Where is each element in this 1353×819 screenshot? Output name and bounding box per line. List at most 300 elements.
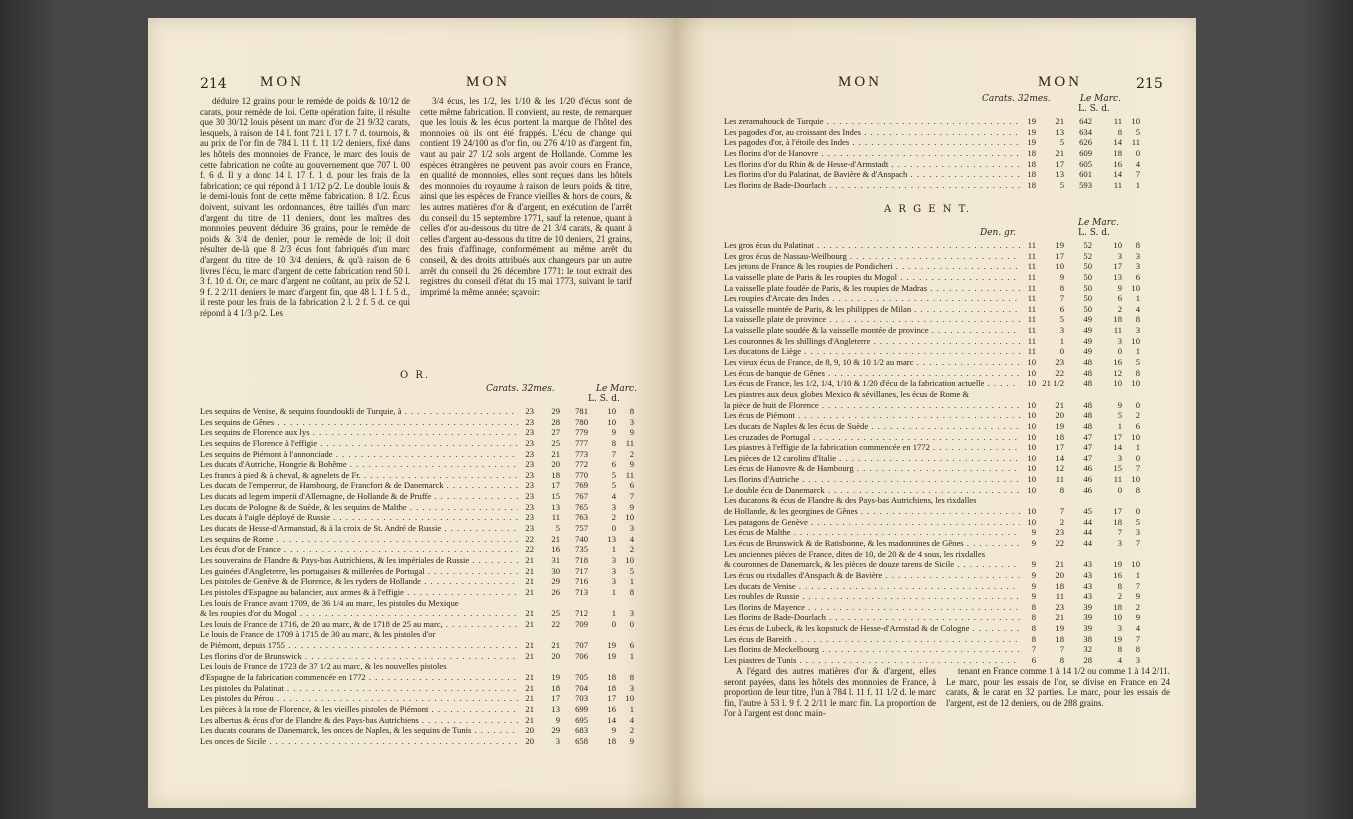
cell-d: 11	[1113, 474, 1122, 485]
cell-c: 712	[575, 608, 588, 619]
cell-c: 43	[1083, 591, 1092, 602]
row-label: & les roupies d'or du Mogol . . .	[200, 608, 518, 619]
table-row	[200, 598, 640, 609]
row-label: d'Espagne de la fabrication commencée en 1772 . . .	[200, 672, 518, 683]
cell-c: 49	[1083, 335, 1092, 346]
cell-c: 642	[1079, 116, 1092, 126]
cell-b: 12	[1055, 463, 1064, 474]
cell-c: 772	[575, 459, 588, 470]
table-row	[200, 736, 640, 747]
paragraph: 3/4 écus, les 1/2, les 1/10 & les 1/20 d'écus sont de cette même fabrication. Il convient, au reste, de remarquer que les louis & les écus portent la marque de l'hôtel des monnoies où ils ont été frappés. L'écu de change qui contient 19 24/100 as d'or fin, ou 276 4/10 as d'argent fin, vaut au pair 27 1/2 sols argent de Hollande. Comme les espèces étrangères ne peuvent pas avoir cours en France, en qualité de monnoies, elles sont reçues dans les hôtels des monnoies du royaume à raison de leurs poids & titre, ainsi que les espèces de France vieilles & hors de cours, & les autres matières d'or & d'argent, en exécution de l'arrêt du conseil du 15 septembre 1771, sauf la retenue, quant à celles d'or au-dessous du titre de 21 3/4 carats, & quant à celles d'argent au-dessous du titre de 10 deniers, 21 grains, des frais d'affinage, conformément au même arrêt du conseil, & des droits attribués aux changeurs par un autre arrêt du conseil du 26 décembre 1771: le tout extrait des registres du conseil d'état du 15 mai 1773, suivant le tarif imprimé la même année; sçavoir:	[420, 96, 632, 297]
row-label: Les ducats courans de Danemarck, les onces de Naples, & les sequins de Tunis . . .	[200, 725, 518, 736]
cell-a: 10	[1027, 474, 1036, 485]
cell-d: 3	[611, 554, 616, 565]
cell-b: 17	[551, 693, 560, 704]
cell-e: 1	[1135, 346, 1140, 357]
cell-b: 22	[1055, 367, 1064, 378]
cell-a: 23	[525, 437, 534, 448]
cell-a: 11	[1027, 261, 1036, 272]
cell-a: 7	[1031, 644, 1036, 655]
table-row	[724, 346, 1172, 357]
cell-a: 19	[1027, 126, 1036, 137]
cell-b: 28	[551, 416, 560, 427]
cell-a: 10	[1027, 516, 1036, 527]
cell-d: 2	[1117, 591, 1122, 602]
cell-d: 5	[611, 469, 616, 480]
cell-c: 47	[1083, 442, 1092, 453]
row-label: Les ducats de l'empereur, de Hambourg, de Francfort & de Danemarck . . .	[200, 480, 518, 491]
cell-c: 634	[1079, 126, 1092, 137]
cell-d: 15	[1113, 463, 1122, 474]
cell-d: 18	[607, 682, 616, 693]
paragraph: A l'égard des autres matières d'or & d'argent, elles seront payées, dans les hôtels des monnoies de France, à proportion de leur titre, l'un à 784 l. 11 f. 11 1/2 d. le marc fin, l'autre à 53 l. 9 f. 2 2/11 le marc fin. La proportion de l'or à l'argent est donc main-	[724, 666, 936, 719]
row-label: Les écus de Piémont . . .	[724, 410, 1020, 421]
cell-d: 18	[1113, 601, 1122, 612]
row-label: Les louis de France de 1723 de 37 1/2 au marc, & les nouvelles pistoles	[200, 661, 447, 672]
cell-e: 0	[1135, 506, 1140, 517]
cell-a: 11	[1027, 335, 1036, 346]
cell-e: 6	[1135, 271, 1140, 282]
cell-b: 21	[551, 640, 560, 651]
cell-d: 9	[1117, 399, 1122, 410]
cell-d: 0	[1117, 346, 1122, 357]
row-label: Les florins d'or du Rhin & de Hesse-d'Armstadt . . .	[724, 159, 1020, 170]
row-label: Les gros écus du Palatinat . . .	[724, 240, 1020, 251]
row-label: Les pièces à la rose de Florence, & les vieilles pistoles de Piémont . . .	[200, 704, 518, 715]
cell-c: 718	[575, 554, 588, 565]
row-label: Les roupies d'Arcate des Indes . . .	[724, 293, 1020, 304]
cell-c: 769	[575, 480, 588, 491]
row-label: Les écus de Bareith . . .	[724, 634, 1020, 645]
row-label: & couronnes de Danemarck, & les pièces de douze tarens de Sicile . . .	[724, 559, 1020, 570]
table-row	[724, 506, 1172, 517]
column-header-marc: Le Marc.	[1080, 94, 1121, 104]
cell-a: 10	[1027, 420, 1036, 431]
cell-c: 39	[1083, 612, 1092, 623]
cell-c: 705	[575, 672, 588, 683]
row-label: Les zeramahouck de Turquie . . .	[724, 116, 1020, 127]
cell-e: 4	[1135, 158, 1140, 169]
cell-e: 11	[625, 437, 634, 448]
cell-a: 21	[525, 693, 534, 704]
row-label: Les ducats d'Autriche, Hongrie & Bohême . . .	[200, 459, 518, 470]
paragraph: tenant en France comme 1 à 14 1/2 ou comme 1 à 14 2/11. Le marc, pour les essais de l'or, se divise en France en 24 carats, & le carat en 32 parties. Le marc, pour les essais de l'argent, est de 12 deniers, ou de 288 grains.	[946, 666, 1170, 708]
table-row	[724, 272, 1172, 283]
row-label: La vaisselle plate soudée & la vaisselle montée de province . . .	[724, 325, 1020, 336]
cell-a: 21	[525, 576, 534, 587]
table-row	[200, 449, 640, 460]
row-label: de Hollande, & les georgines de Gênes . . .	[724, 506, 1020, 517]
table-row	[200, 512, 640, 523]
cell-c: 777	[575, 437, 588, 448]
cell-e: 7	[629, 491, 634, 502]
cell-c: 683	[575, 725, 588, 736]
table-row	[724, 463, 1172, 474]
cell-c: 699	[575, 703, 588, 714]
cell-c: 46	[1083, 484, 1092, 495]
row-label: Les louis de France avant 1709, de 36 1/4 au marc, les pistoles du Mexique	[200, 597, 459, 608]
cell-e: 2	[629, 448, 634, 459]
row-label: Les ducats de Pologne & de Suède, & les sequins de Malthe . . .	[200, 502, 518, 513]
table-row	[724, 159, 1172, 170]
table-row	[200, 417, 640, 428]
cell-b: 16	[551, 544, 560, 555]
cell-b: 7	[1059, 293, 1064, 304]
cell-a: 21	[525, 682, 534, 693]
table-row	[724, 495, 1172, 506]
table-row	[724, 180, 1172, 191]
cell-a: 23	[525, 491, 534, 502]
row-label: Les ducats de Naples & les écus de Suède . . .	[724, 421, 1020, 432]
cell-b: 17	[551, 480, 560, 491]
row-label: Les sequins de Florence aux lys . . .	[200, 427, 518, 438]
cell-c: 695	[575, 714, 588, 725]
cell-a: 11	[1027, 303, 1036, 314]
cell-d: 8	[611, 437, 616, 448]
row-label: Les jetons de France & les roupies de Pondicheri . . .	[724, 261, 1020, 272]
cell-b: 8	[1059, 654, 1064, 665]
cell-d: 8	[1117, 644, 1122, 655]
cell-e: 4	[1135, 623, 1140, 634]
row-label: Les ducatons de Liège . . .	[724, 346, 1020, 357]
table-row	[724, 127, 1172, 138]
running-head: MON	[260, 74, 305, 90]
table-row	[724, 378, 1172, 389]
cell-a: 9	[1031, 580, 1036, 591]
cell-a: 10	[1027, 463, 1036, 474]
cell-b: 31	[551, 554, 560, 565]
cell-d: 19	[1113, 633, 1122, 644]
cell-a: 11	[1027, 293, 1036, 304]
cell-d: 17	[1113, 261, 1122, 272]
cell-d: 18	[607, 672, 616, 683]
row-label: Les ducats à l'aigle déployé de Russie . . .	[200, 512, 518, 523]
table-row	[200, 608, 640, 619]
cell-c: 713	[575, 586, 588, 597]
cell-e: 5	[1135, 126, 1140, 137]
row-label: Le louis de France de 1709 à 1715 de 30 au marc, & les pistoles d'or	[200, 629, 436, 640]
cell-c: 709	[575, 618, 588, 629]
cell-d: 5	[1117, 410, 1122, 421]
row-label: Les écus de Lubeck, & les kopstuck de Hesse-d'Armstad & de Cologne . . .	[724, 623, 1020, 634]
table-row	[724, 559, 1172, 570]
cell-b: 22	[551, 618, 560, 629]
cell-e: 3	[1135, 250, 1140, 261]
table-row	[724, 581, 1172, 592]
table-row	[200, 672, 640, 683]
row-label: La vaisselle plate foudée de Paris, & les roupies de Madras . . .	[724, 283, 1020, 294]
table-row	[724, 517, 1172, 528]
cell-a: 11	[1027, 346, 1036, 357]
cell-e: 1	[1135, 442, 1140, 453]
cell-b: 21	[1055, 147, 1064, 158]
cell-b: 18	[1055, 431, 1064, 442]
cell-e: 10	[1131, 116, 1140, 126]
running-head: MON	[838, 74, 883, 90]
row-label: Les francs à pied & à cheval, & agnelets de Fr. . . .	[200, 470, 518, 481]
cell-c: 46	[1083, 463, 1092, 474]
cell-e: 2	[1135, 410, 1140, 421]
cell-b: 9	[1059, 271, 1064, 282]
cell-b: 5	[1059, 179, 1064, 190]
table-row	[724, 474, 1172, 485]
table-row	[200, 715, 640, 726]
cell-e: 10	[1131, 559, 1140, 570]
section-title-argent: A R G E N T.	[884, 204, 972, 215]
cell-e: 3	[1135, 325, 1140, 336]
cell-b: 22	[1055, 537, 1064, 548]
cell-c: 658	[575, 735, 588, 746]
cell-b: 11	[1055, 591, 1064, 602]
table-row	[724, 400, 1172, 411]
table-row	[724, 357, 1172, 368]
table-row	[200, 576, 640, 587]
table-row	[200, 406, 640, 417]
cell-d: 17	[1113, 431, 1122, 442]
cell-a: 8	[1031, 623, 1036, 634]
paragraph: déduire 12 grains pour le remède de poids & 10/12 de carats, pour remède de loi. Cette opération faite, il résulte que 30 30/12 louis pèsent un marc d'or de 21 9/32 carats, lesquels, à raison de 14 l. font 721 l. 17 f. 7 d. tournois, & au prix de l'or fin de 784 l. 11 f. 11 1/2 deniers, fixé dans les hôtels des monnoies de France, le marc des louis de cette fabrication ne coûte au gouvernement que 707 l. 00 f. 6 d. Il y a donc 14 l. 17 f. 1 d. pour les frais de la fabrication; ce qui répond à 1 1/12 p/2. Le double louis & le demi-louis font de cette même fabrication. 8 1/2. Écus doivent, suivant les ordonnances, être taillés d'un marc d'argent du titre de 11 deniers, dont les maîtres des monnoies peuvent déduire 36 grains, pour le remède de poids & 3/4 de denier, pour le remède de loi; il doit résulter de-là que 8 2/3 écus font fabriqués d'un marc d'argent du titre de 10 3/4 deniers, & qu'à raison de 6 livres l'écu, le marc d'argent de cette fabrication rend 50 l. 3 f. 10 d. Or, ce marc d'argent ne coûtant, au prix de 52 l. 9 f. 2 2/11 deniers le marc d'argent fin, que 48 l. 1 f. 5 d., il reste pour les frais de la fabrication 2 l. 2 f. 5 d. ce qui répond à 4 1/3 p/2. Les	[200, 96, 410, 318]
cell-c: 38	[1083, 633, 1092, 644]
cell-a: 23	[525, 523, 534, 534]
cell-e: 1	[1135, 179, 1140, 190]
table-row	[724, 293, 1172, 304]
cell-b: 11	[551, 512, 560, 523]
cell-b: 5	[1059, 314, 1064, 325]
table-row	[200, 470, 640, 481]
table-row	[724, 240, 1172, 251]
cell-b: 21	[1055, 399, 1064, 410]
cell-c: 593	[1079, 179, 1092, 190]
cell-c: 47	[1083, 431, 1092, 442]
table-row	[724, 336, 1172, 347]
cell-d: 2	[1117, 303, 1122, 314]
row-label: Les ducats de Hesse-d'Armanstad, & à la croix de St. André de Russie . . .	[200, 523, 518, 534]
cell-b: 20	[551, 459, 560, 470]
cell-a: 8	[1031, 633, 1036, 644]
row-label: Les écus ou rixdalles d'Anspach & de Bavière . . .	[724, 570, 1020, 581]
cell-d: 3	[1117, 537, 1122, 548]
row-label: Les ducats ad legem imperii d'Allemagne, de Hollande & de Pruffe . . .	[200, 491, 518, 502]
row-label: Les florins d'Autriche . . .	[724, 474, 1020, 485]
cell-e: 8	[1135, 644, 1140, 655]
table-row	[724, 137, 1172, 148]
table-row	[200, 619, 640, 630]
cell-d: 10	[1113, 378, 1122, 389]
table-row	[200, 459, 640, 470]
cell-b: 6	[1059, 303, 1064, 314]
cell-e: 8	[1135, 484, 1140, 495]
row-label: Les onces de Sicile . . .	[200, 736, 518, 747]
row-label: Les couronnes & les shillings d'Angleterre . . .	[724, 336, 1020, 347]
cell-c: 763	[575, 512, 588, 523]
table-row	[724, 602, 1172, 613]
cell-c: 765	[575, 501, 588, 512]
cell-c: 43	[1083, 569, 1092, 580]
cell-b: 19	[1055, 240, 1064, 250]
cell-e: 8	[629, 672, 634, 683]
table-row	[724, 442, 1172, 453]
cell-d: 4	[1117, 654, 1122, 665]
cell-b: 21	[1055, 116, 1064, 126]
cell-a: 10	[1027, 410, 1036, 421]
cell-d: 8	[1117, 580, 1122, 591]
cell-a: 20	[525, 725, 534, 736]
page-number: 215	[1136, 76, 1163, 92]
cell-a: 10	[1027, 399, 1036, 410]
cell-c: 601	[1079, 169, 1092, 180]
cell-a: 9	[1031, 537, 1036, 548]
cell-d: 3	[1117, 335, 1122, 346]
table-row	[724, 549, 1172, 560]
row-label: Les albertus & écus d'or de Flandre & des Pays-bas Autrichiens . . .	[200, 715, 518, 726]
cell-c: 32	[1083, 644, 1092, 655]
cell-d: 9	[611, 427, 616, 438]
cell-e: 9	[629, 427, 634, 438]
row-label: Les florins de Mayence . . .	[724, 602, 1020, 613]
cell-e: 4	[629, 714, 634, 725]
cell-c: 50	[1083, 303, 1092, 314]
cell-d: 9	[1117, 282, 1122, 293]
cell-c: 773	[575, 448, 588, 459]
cell-e: 7	[1135, 537, 1140, 548]
cell-d: 3	[611, 565, 616, 576]
cell-b: 20	[1055, 410, 1064, 421]
cell-d: 13	[607, 533, 616, 544]
cell-b: 1	[1059, 335, 1064, 346]
cell-c: 47	[1083, 452, 1092, 463]
cell-e: 3	[629, 682, 634, 693]
cell-e: 10	[1131, 474, 1140, 485]
column-header-marc: Le Marc.	[596, 384, 637, 394]
cell-e: 0	[1135, 452, 1140, 463]
cell-e: 2	[629, 544, 634, 555]
cell-e: 10	[625, 554, 634, 565]
cell-a: 10	[1027, 452, 1036, 463]
cell-b: 29	[551, 406, 560, 416]
table-row	[724, 389, 1172, 400]
row-label: la pièce de huit de Florence . . .	[724, 400, 1020, 411]
row-label: Les souverains de Flandre & Pays-bas Autrichiens, & les impériales de Russie . . .	[200, 555, 518, 566]
cell-b: 29	[551, 576, 560, 587]
cell-a: 21	[525, 714, 534, 725]
cell-c: 39	[1083, 601, 1092, 612]
cell-a: 21	[525, 640, 534, 651]
row-label: Les piastres à l'effigie de la fabrication commencée en 1772 . . .	[724, 442, 1020, 453]
cell-c: 48	[1083, 357, 1092, 368]
cell-c: 626	[1079, 137, 1092, 148]
column-header-marc: Le Marc.	[1078, 218, 1119, 228]
row-label: Les guinées d'Angleterre, les portugaises & millerées de Portugal . . .	[200, 566, 518, 577]
table-row	[724, 421, 1172, 432]
cell-a: 9	[1031, 559, 1036, 570]
table-row	[724, 410, 1172, 421]
cell-d: 1	[1117, 420, 1122, 431]
cell-d: 18	[1113, 516, 1122, 527]
row-label: Les pièces de 12 carolins d'Italie . . .	[724, 453, 1020, 464]
cell-e: 1	[1135, 293, 1140, 304]
cell-e: 7	[1135, 169, 1140, 180]
cell-a: 10	[1027, 378, 1036, 389]
cell-d: 3	[611, 576, 616, 587]
cell-e: 1	[629, 650, 634, 661]
cell-e: 9	[629, 735, 634, 746]
row-label: La vaisselle montée de Paris, & les philippes de Milan . . .	[724, 304, 1020, 315]
left-page	[148, 18, 676, 808]
cell-a: 21	[525, 650, 534, 661]
row-label: Les ducatons & écus de Flandre & des Pays-bas Autrichiens, les rixdalles	[724, 495, 977, 506]
cell-e: 3	[1135, 654, 1140, 665]
cell-c: 48	[1083, 420, 1092, 431]
cell-d: 19	[607, 650, 616, 661]
row-label: Les gros écus de Nassau-Weilbourg . . .	[724, 251, 1020, 262]
or-table	[200, 406, 640, 747]
column-header-den: Den. gr.	[980, 228, 1016, 238]
cell-b: 21 1/2	[1042, 378, 1064, 389]
cell-a: 21	[525, 703, 534, 714]
cell-b: 19	[1055, 420, 1064, 431]
cell-d: 13	[1113, 271, 1122, 282]
cell-c: 779	[575, 427, 588, 438]
cell-d: 1	[611, 608, 616, 619]
cell-e: 7	[1135, 580, 1140, 591]
table-row	[200, 480, 640, 491]
cell-b: 18	[551, 469, 560, 480]
cell-e: 1	[1135, 569, 1140, 580]
cell-c: 717	[575, 565, 588, 576]
cell-b: 21	[1055, 559, 1064, 570]
cell-c: 45	[1083, 506, 1092, 517]
cell-a: 11	[1027, 325, 1036, 336]
cell-b: 19	[1055, 623, 1064, 634]
cell-d: 17	[1113, 506, 1122, 517]
cell-a: 23	[525, 427, 534, 438]
table-row	[724, 644, 1172, 655]
table-row	[724, 148, 1172, 159]
cell-e: 5	[1135, 357, 1140, 368]
table-row	[724, 634, 1172, 645]
cell-c: 44	[1083, 516, 1092, 527]
cell-b: 23	[1055, 601, 1064, 612]
table-row	[724, 570, 1172, 581]
cell-c: 43	[1083, 559, 1092, 570]
cell-c: 50	[1083, 293, 1092, 304]
row-label: Les louis de France de 1716, de 20 au marc, & de 1718 de 25 au marc, . . .	[200, 619, 518, 630]
table-row	[724, 432, 1172, 443]
cell-d: 18	[1113, 314, 1122, 325]
table-row	[200, 534, 640, 545]
cell-b: 18	[1055, 633, 1064, 644]
cell-e: 10	[1131, 335, 1140, 346]
cell-d: 6	[611, 459, 616, 470]
cell-a: 10	[1027, 506, 1036, 517]
text-column-2	[420, 96, 632, 358]
cell-b: 8	[1059, 282, 1064, 293]
cell-e: 8	[629, 406, 634, 416]
cell-b: 17	[1055, 158, 1064, 169]
cell-e: 10	[1131, 378, 1140, 389]
cell-c: 44	[1083, 537, 1092, 548]
row-label: La vaisselle plate de province . . .	[724, 314, 1020, 325]
column-header-carats: Carats. 32mes.	[982, 94, 1051, 104]
cell-e: 8	[629, 586, 634, 597]
cell-c: 735	[575, 544, 588, 555]
cell-d: 16	[1113, 569, 1122, 580]
cell-e: 5	[1135, 516, 1140, 527]
row-label: Les florins d'or du Palatinat, de Bavière & d'Anspach . . .	[724, 169, 1020, 180]
cell-b: 13	[1055, 126, 1064, 137]
cell-b: 5	[1059, 137, 1064, 148]
cell-c: 28	[1083, 654, 1092, 665]
